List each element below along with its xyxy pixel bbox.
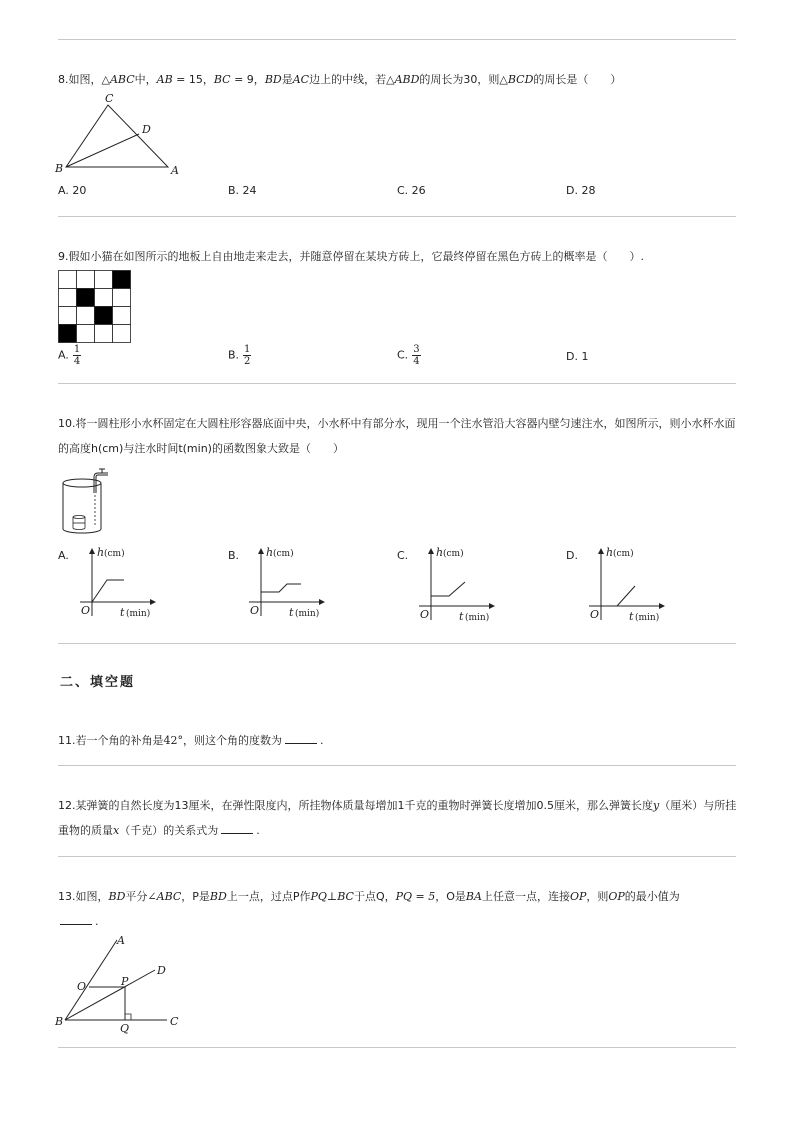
black-tile	[59, 325, 77, 343]
svg-text:O: O	[420, 608, 430, 621]
graph-b	[249, 546, 329, 622]
white-tile	[113, 289, 131, 307]
white-tile	[95, 271, 113, 289]
white-tile	[95, 289, 113, 307]
svg-text:t: t	[120, 606, 125, 619]
black-tile	[113, 271, 131, 289]
question-10-stem-line1: 10.将一圆柱形小水杯固定在大圆柱形容器底面中央，小水杯中有部分水，现用一个注水管沿大容器内壁匀速注水，如图所示，则小水杯水面	[58, 417, 736, 430]
divider	[58, 39, 736, 40]
option-d[interactable]: D. 28	[566, 184, 596, 197]
svg-text:t: t	[289, 606, 294, 619]
question-10-stem-line2: 的高度h(cm)与注水时间t(min)的函数图象大致是（ ）	[58, 442, 344, 455]
question-9-stem: 9.假如小猫在如图所示的地板上自由地走来走去，并随意停留在某块方砖上，它最终停留在黑色方砖上的概率是（ ）.	[58, 250, 644, 263]
divider	[58, 383, 736, 384]
svg-text:h: h	[97, 546, 105, 559]
svg-text:(cm): (cm)	[443, 549, 464, 559]
graph-c	[419, 546, 499, 622]
svg-text:t: t	[459, 610, 464, 623]
label-C: C	[105, 92, 114, 105]
question-8-stem: 8.如图，△ABC中，AB = 15，BC = 9，BD是AC边上的中线，若△ABD的周长为30，则△BCD的周长是（ ）	[58, 73, 622, 86]
svg-text:(min): (min)	[635, 613, 660, 623]
white-tile	[77, 307, 95, 325]
svg-text:A: A	[117, 934, 125, 947]
svg-text:O: O	[590, 608, 600, 621]
tile-grid-q9	[58, 270, 132, 344]
option-d[interactable]: D.	[566, 549, 578, 562]
divider	[58, 643, 736, 644]
svg-text:(min): (min)	[295, 609, 320, 619]
option-a[interactable]: A. $\frac{1}{4}$	[58, 344, 81, 367]
section-heading: 二、填空题	[60, 675, 136, 690]
white-tile	[59, 271, 77, 289]
option-a[interactable]: A. 20	[58, 184, 87, 197]
white-tile	[59, 289, 77, 307]
divider	[58, 856, 736, 857]
option-c[interactable]: C.	[397, 549, 409, 562]
white-tile	[113, 325, 131, 343]
svg-text:(min): (min)	[126, 609, 151, 619]
black-tile	[77, 289, 95, 307]
white-tile	[95, 325, 113, 343]
white-tile	[77, 325, 95, 343]
svg-text:O: O	[77, 980, 87, 993]
answer-blank[interactable]	[221, 823, 253, 834]
label-B: B	[55, 162, 64, 175]
svg-text:O: O	[250, 604, 260, 617]
black-tile	[95, 307, 113, 325]
label-A: A	[171, 164, 179, 177]
question-13-answer-line: .	[58, 914, 738, 930]
white-tile	[113, 307, 131, 325]
white-tile	[77, 271, 95, 289]
graph-a	[80, 546, 160, 622]
svg-text:C: C	[170, 1015, 179, 1028]
svg-text:h: h	[436, 546, 444, 559]
divider	[58, 1047, 736, 1048]
option-b[interactable]: B.	[228, 549, 240, 562]
svg-text:D: D	[157, 964, 166, 977]
question-11-stem: 11.若一个角的补角是42°，则这个角的度数为 .	[58, 734, 324, 747]
question-12-stem-line1: 12.某弹簧的自然长度为13厘米，在弹性限度内，所挂物体质量每增加1千克的重物时弹簧长度增加0.5厘米，那么弹簧长度y（厘米）与所挂	[58, 799, 737, 812]
white-tile	[59, 307, 77, 325]
svg-text:Q: Q	[120, 1022, 130, 1035]
svg-text:(cm): (cm)	[104, 549, 125, 559]
option-a[interactable]: A.	[58, 549, 69, 562]
option-c[interactable]: C. $\frac{3}{4}$	[397, 344, 420, 367]
divider	[58, 765, 736, 766]
container-figure-q10	[58, 463, 114, 539]
option-b[interactable]: B. $\frac{1}{2}$	[228, 344, 251, 367]
question-12-stem-line2: 重物的质量x（千克）的关系式为 .	[58, 824, 260, 837]
divider	[58, 216, 736, 217]
option-c[interactable]: C. 26	[397, 184, 426, 197]
svg-text:(cm): (cm)	[613, 549, 634, 559]
svg-text:O: O	[81, 604, 91, 617]
option-b[interactable]: B. 24	[228, 184, 257, 197]
triangle-figure-q8	[55, 92, 185, 182]
svg-text:P: P	[121, 975, 129, 988]
svg-text:h: h	[606, 546, 614, 559]
svg-text:(cm): (cm)	[273, 549, 294, 559]
svg-text:B: B	[55, 1015, 64, 1028]
answer-blank[interactable]	[285, 733, 317, 744]
svg-text:(min): (min)	[465, 613, 490, 623]
answer-blank[interactable]	[60, 914, 92, 925]
svg-text:h: h	[266, 546, 274, 559]
angle-figure-q13	[55, 932, 185, 1038]
label-D: D	[142, 123, 151, 136]
svg-text:t: t	[629, 610, 634, 623]
graph-d	[589, 546, 669, 622]
question-13-stem: 13.如图，BD平分∠ABC，P是BD上一点，过点P作PQ⊥BC于点Q，PQ = 5，O是BA上任意一点，连接OP，则OP的最小值为	[58, 890, 680, 903]
option-d[interactable]: D. 1	[566, 350, 589, 363]
